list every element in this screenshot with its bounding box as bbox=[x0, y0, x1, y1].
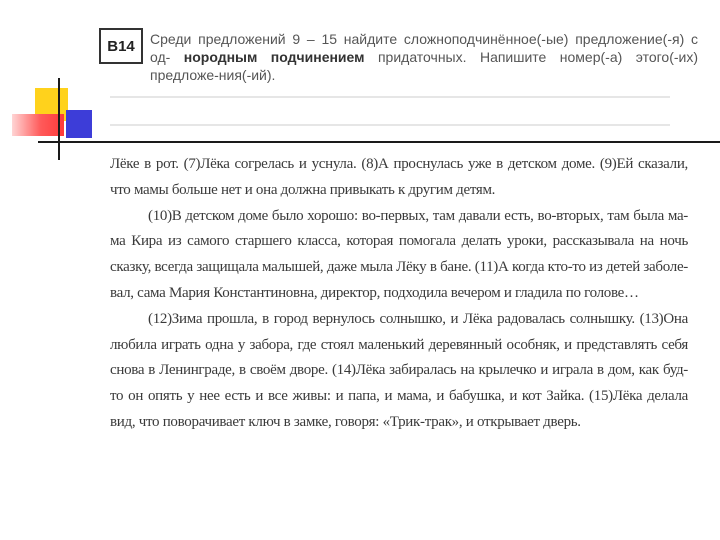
decor-blue-square bbox=[66, 110, 92, 138]
scan-artifact bbox=[110, 124, 670, 126]
reading-passage bbox=[110, 152, 688, 436]
passage-paragraph: (10)В детском доме было хорошо: во-первых, там давали есть, во-вторых, там была ма-ма Кира из самого старшего класса, которая помогала делать уроки, рассказывала на ночь сказку, всегда защищала малышей, даже мыла Лёку в бане. (11)А когда кто-то из детей заболе-вал, сама Мария Константиновна, директор, подходила вечером и гладила по голове… bbox=[110, 207, 688, 301]
instruction-bold-text: нородным подчинением bbox=[183, 49, 365, 65]
passage-paragraph: Лёке в рот. (7)Лёка согрелась и уснула. (8)А проснулась уже в детском доме. (9)Ей сказали, что мамы больше нет и она должна привыкать к другим детям. bbox=[110, 156, 688, 198]
task-number-label: В14 bbox=[99, 28, 143, 64]
decor-vertical-line bbox=[58, 78, 60, 160]
instruction-text-part2: придаточных. Напишите номер(-а) этого(-их) предложе-ния(-ий). bbox=[150, 49, 698, 83]
passage-paragraph: (12)Зима прошла, в город вернулось солнышко, и Лёка радовалась солнышку. (13)Она любила играть одна у забора, где стоял маленький деревянный особняк, и представлять себя снова в Ленинграде, в своём дворе. (14)Лёка забиралась на крылечко и играла в дом, как буд-то он опять у нее есть и все живы: и папа, и мама, и бабушка, и кот Зайка. (15)Лёка делала вид, что поворачивает ключ в замке, говоря: «Трик-трак», и открывает дверь. bbox=[110, 310, 688, 430]
instruction-text-part1: Среди предложений 9 – 15 найдите сложноподчинённое(-ые) предложение(-я) с од- bbox=[150, 31, 698, 65]
decor-horizontal-line bbox=[38, 141, 720, 143]
scan-artifact bbox=[110, 96, 670, 98]
task-instruction bbox=[150, 30, 698, 84]
decor-red-bar bbox=[12, 114, 64, 136]
